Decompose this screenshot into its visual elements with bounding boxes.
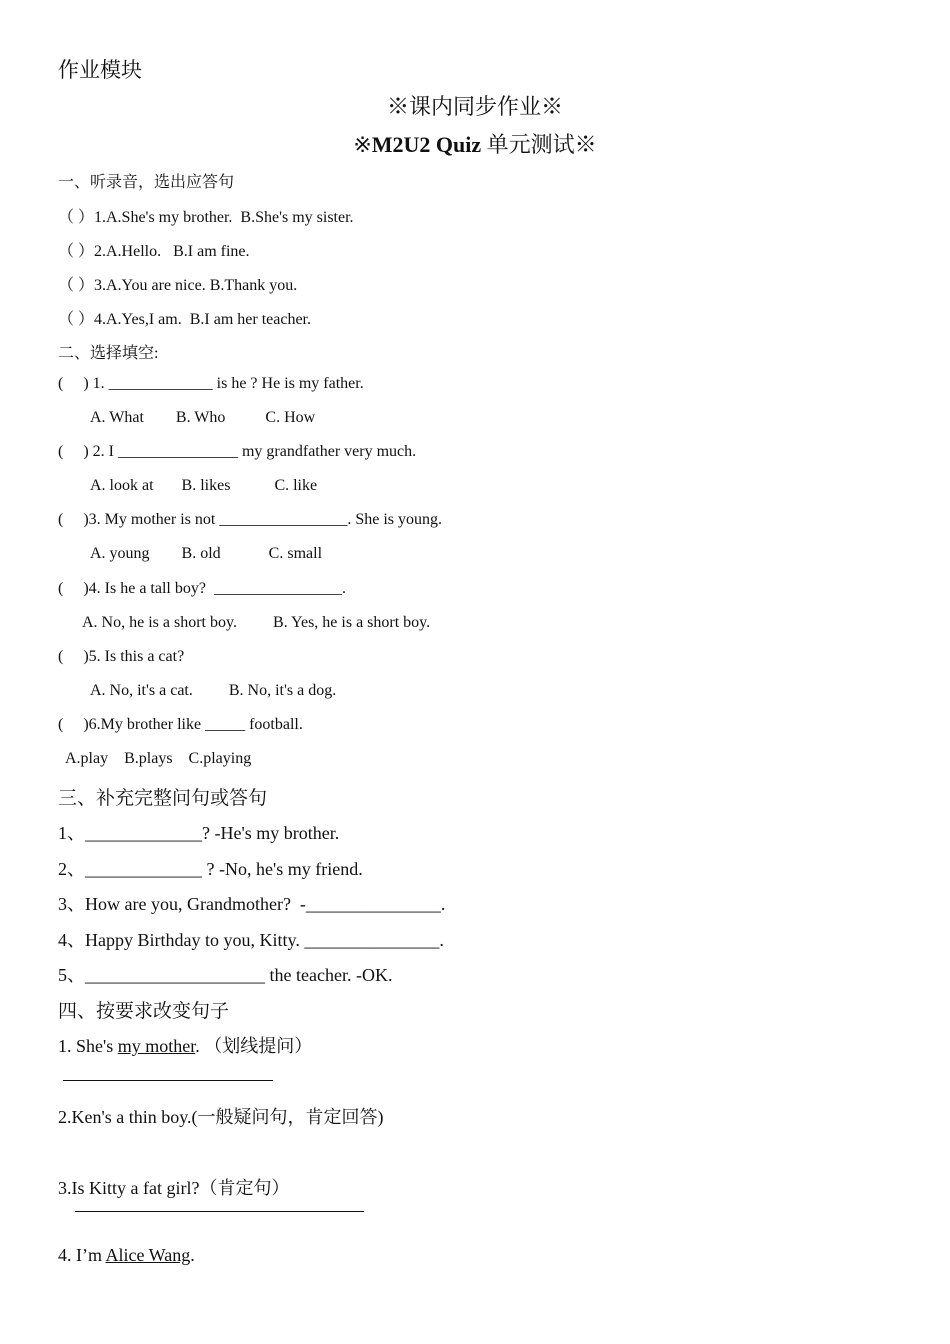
header-label: 作业模块 — [58, 58, 142, 82]
section4-question-4 — [58, 1245, 195, 1266]
section3-item-3: 3、How are you, Grandmother? -_______________. — [58, 894, 446, 914]
section3-item-4: 4、Happy Birthday to you, Kitty. _______________. — [58, 930, 444, 950]
section2-options-4: A. No, he is a short boy. B. Yes, he is a short boy. — [82, 614, 431, 631]
section1-item-4: （ ）4.A.Yes,I am. B.I am her teacher. — [58, 311, 311, 328]
section1-heading: 一、听录音，选出应答句 — [58, 174, 235, 191]
section3-item-2: 2、_____________ ? -No, he's my friend. — [58, 859, 363, 879]
section4-q1-underlined: my mother — [117, 1036, 196, 1056]
section4-question-1 — [58, 1032, 312, 1058]
section2-question-6: ( )6.My brother like _____ football. — [58, 716, 303, 733]
subtitle-quiz-name: M2U2 Quiz — [371, 132, 482, 157]
section2-options-2: A. look at B. likes C. like — [90, 477, 318, 494]
subtitle-prefix: ※ — [353, 132, 372, 157]
section2-question-4: ( )4. Is he a tall boy? ________________. — [58, 580, 346, 597]
section3-heading: 三、补充完整问句或答句 — [58, 788, 268, 809]
section2-question-1: ( ) 1. _____________ is he ? He is my father. — [58, 375, 364, 392]
section2-question-5: ( )5. Is this a cat? — [58, 648, 185, 665]
section2-options-6: A.play B.plays C.playing — [65, 750, 252, 767]
section4-heading: 四、按要求改变句子 — [58, 1001, 230, 1022]
section1-item-2: （ ）2.A.Hello. B.I am fine. — [58, 243, 250, 260]
section2-options-3: A. young B. old C. small — [90, 545, 323, 562]
answer-line-3 — [75, 1211, 364, 1212]
section4-question-3: 3.Is Kitty a fat girl?（肯定句） — [58, 1178, 290, 1198]
section2-heading: 二、选择填空: — [58, 345, 159, 362]
section4-q1-prefix: 1. She's — [58, 1036, 118, 1056]
section2-options-1: A. What B. Who C. How — [90, 409, 316, 426]
page-title: ※课内同步作业※ — [386, 94, 563, 119]
section4-q1-suffix: . （划线提问） — [195, 1036, 313, 1056]
page-subtitle — [0, 128, 950, 159]
section3-item-1: 1、_____________? -He's my brother. — [58, 823, 340, 843]
section4-q4-suffix: . — [190, 1245, 195, 1265]
section4-q4-underlined: Alice Wang — [105, 1245, 191, 1265]
section4-q4-prefix: 4. I’m — [58, 1245, 106, 1265]
section2-options-5: A. No, it's a cat. B. No, it's a dog. — [90, 682, 337, 699]
section2-question-3: ( )3. My mother is not ________________. She is young. — [58, 511, 442, 528]
section3-item-5: 5、____________________ the teacher. -OK. — [58, 965, 393, 985]
subtitle-suffix: 单元测试※ — [481, 132, 597, 157]
section1-item-3: （ ）3.A.You are nice. B.Thank you. — [58, 277, 298, 294]
answer-line-1 — [63, 1080, 273, 1081]
section4-question-2: 2.Ken's a thin boy.(一般疑问句，肯定回答) — [58, 1107, 384, 1127]
section1-item-1: （ ）1.A.She's my brother. B.She's my sister. — [58, 209, 354, 226]
section2-question-2: ( ) 2. I _______________ my grandfather very much. — [58, 443, 417, 460]
